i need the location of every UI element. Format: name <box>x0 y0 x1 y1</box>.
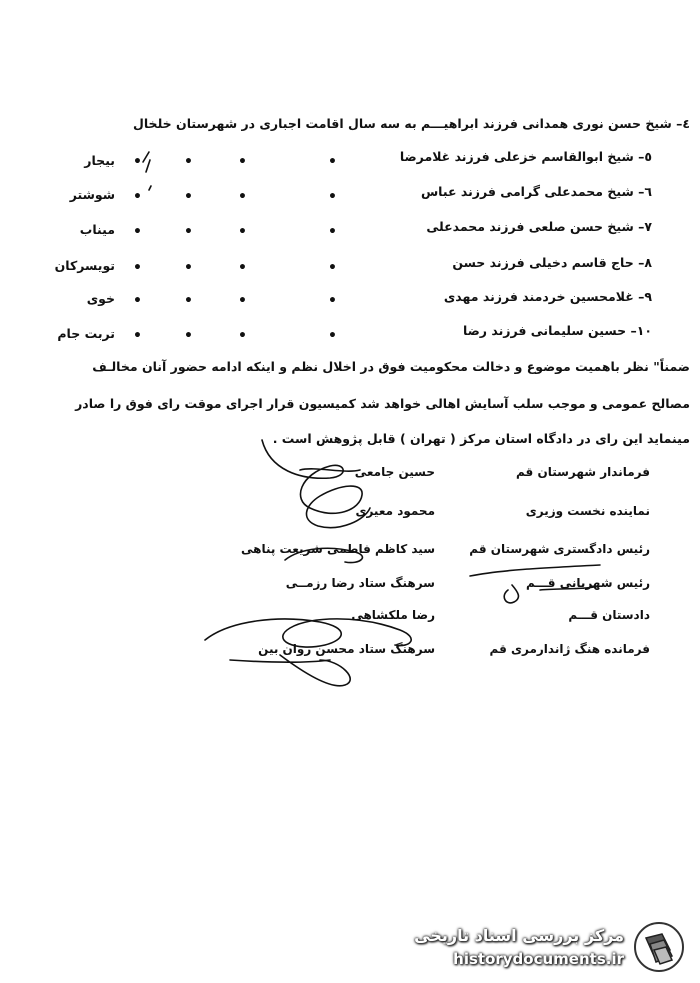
list-item-city: شوشتر <box>69 187 115 202</box>
list-item-city: تربت جام <box>57 326 115 341</box>
watermark-url[interactable]: historydocuments.ir <box>453 950 624 968</box>
list-item: ٦– شیخ محمدعلی گرامی فرزند عباس <box>420 184 652 199</box>
list-item-city: خوی <box>86 291 115 306</box>
signatory-name: سرهنگ ستاد محسن روان بین <box>258 642 435 656</box>
signatory-role: نماینده نخست وزیری <box>525 504 650 518</box>
ruling-paragraph-line: ضمناً" نظر باهمیت موضوع و دخالت محکومیت فوق در اخلال نظم و اینکه ادامه حضور آنان مخالـف <box>92 359 690 374</box>
list-item: ٤– شیخ حسن نوری همدانی فرزند ابراهیـــم به سه سال اقامت اجباری در شهرستان خلخال <box>133 116 690 131</box>
list-item: ٥– شیخ ابوالقاسم خزعلی فرزند غلامرضا <box>399 149 652 164</box>
signatory-name: محمود معیری <box>355 504 435 518</box>
signatory-role: رئیس دادگستری شهرستان قم <box>469 542 650 556</box>
signatory-role: دادستان قـــم <box>568 608 650 622</box>
list-item-city: تویسرکان <box>54 258 115 273</box>
list-item: ٩– غلامحسین خردمند فرزند مهدی <box>443 289 652 304</box>
signatory-role: رئیس شهربانی قـــم <box>525 576 650 590</box>
signatory-role: فرمانده هنگ ژاندارمری قم <box>489 642 650 656</box>
watermark-title: مرکز بررسی اسناد تاریخی <box>414 926 624 945</box>
signatory-name: سید کاظم فاطمی شریعت پناهی <box>240 542 435 556</box>
signatory-role: فرماندار شهرستان قم <box>516 465 650 479</box>
signatory-name: حسین جامعی <box>354 465 435 479</box>
signatory-name: رضا ملکشاهی <box>351 608 435 622</box>
watermark <box>410 918 690 978</box>
signatory-name: سرهنگ ستاد رضا رزمــی <box>285 576 435 590</box>
list-item-city: میناب <box>79 222 115 237</box>
document-page: ٤– شیخ حسن نوری همدانی فرزند ابراهیـــم به سه سال اقامت اجباری در شهرستان خلخال ٥– شیخ ابوالقاسم خزعلی فرزند غلامرضا بیجار ٦– شیخ محمدعلی گرامی فرزند عباس شوشتر ٧– شیخ حسن صلعی فرزند محمدعلی میناب ٨– حاج قاسم دخیلی فرزند حسن تویسرکان ٩– غلامحسین خردمند فرزند مهدی خوی ١٠– حسین سلیمانی فرزند رضا تربت جام • • • • • • • • • • • • • • • • • • • • • • • • ضمناً" نظر باهمیت موضوع و دخالت محکومیت فوق در اخلال نظم و اینکه ادامه حضور آنان مخالـف مصالح عمومی و موجب سلب آسایش اهالی خواهد شد کمیسیون قرار اجرای موقت رای فوق را صادر مینماید این رای در دادگاه استان مرکز ( تهران ) قابل پژوهش است . فرماندار شهرستان قم حسین جامعی نماینده نخست وزیری محمود معیری رئیس دادگستری شهرستان قم سید کاظم فاطمی شریعت پناهی رئیس شهربانی قـــم سرهنگ ستاد رضا رزمــی دادستان قـــم رضا ملکشاهی فرمانده هنگ ژاندارمری قم سرهنگ ستاد محسن روان بین مرکز بررسی اسناد تاریخی historydocuments.ir <box>0 0 700 983</box>
ruling-paragraph-line: مصالح عمومی و موجب سلب آسایش اهالی خواهد شد کمیسیون قرار اجرای موقت رای فوق را صادر <box>75 396 690 411</box>
document-logo-icon <box>632 920 686 974</box>
ruling-paragraph-line: مینماید این رای در دادگاه استان مرکز ( تهران ) قابل پژوهش است . <box>272 431 690 446</box>
list-item-city: بیجار <box>84 153 115 168</box>
list-item: ٧– شیخ حسن صلعی فرزند محمدعلی <box>426 219 652 234</box>
list-item: ٨– حاج قاسم دخیلی فرزند حسن <box>452 255 652 270</box>
list-item: ١٠– حسین سلیمانی فرزند رضا <box>463 323 652 338</box>
